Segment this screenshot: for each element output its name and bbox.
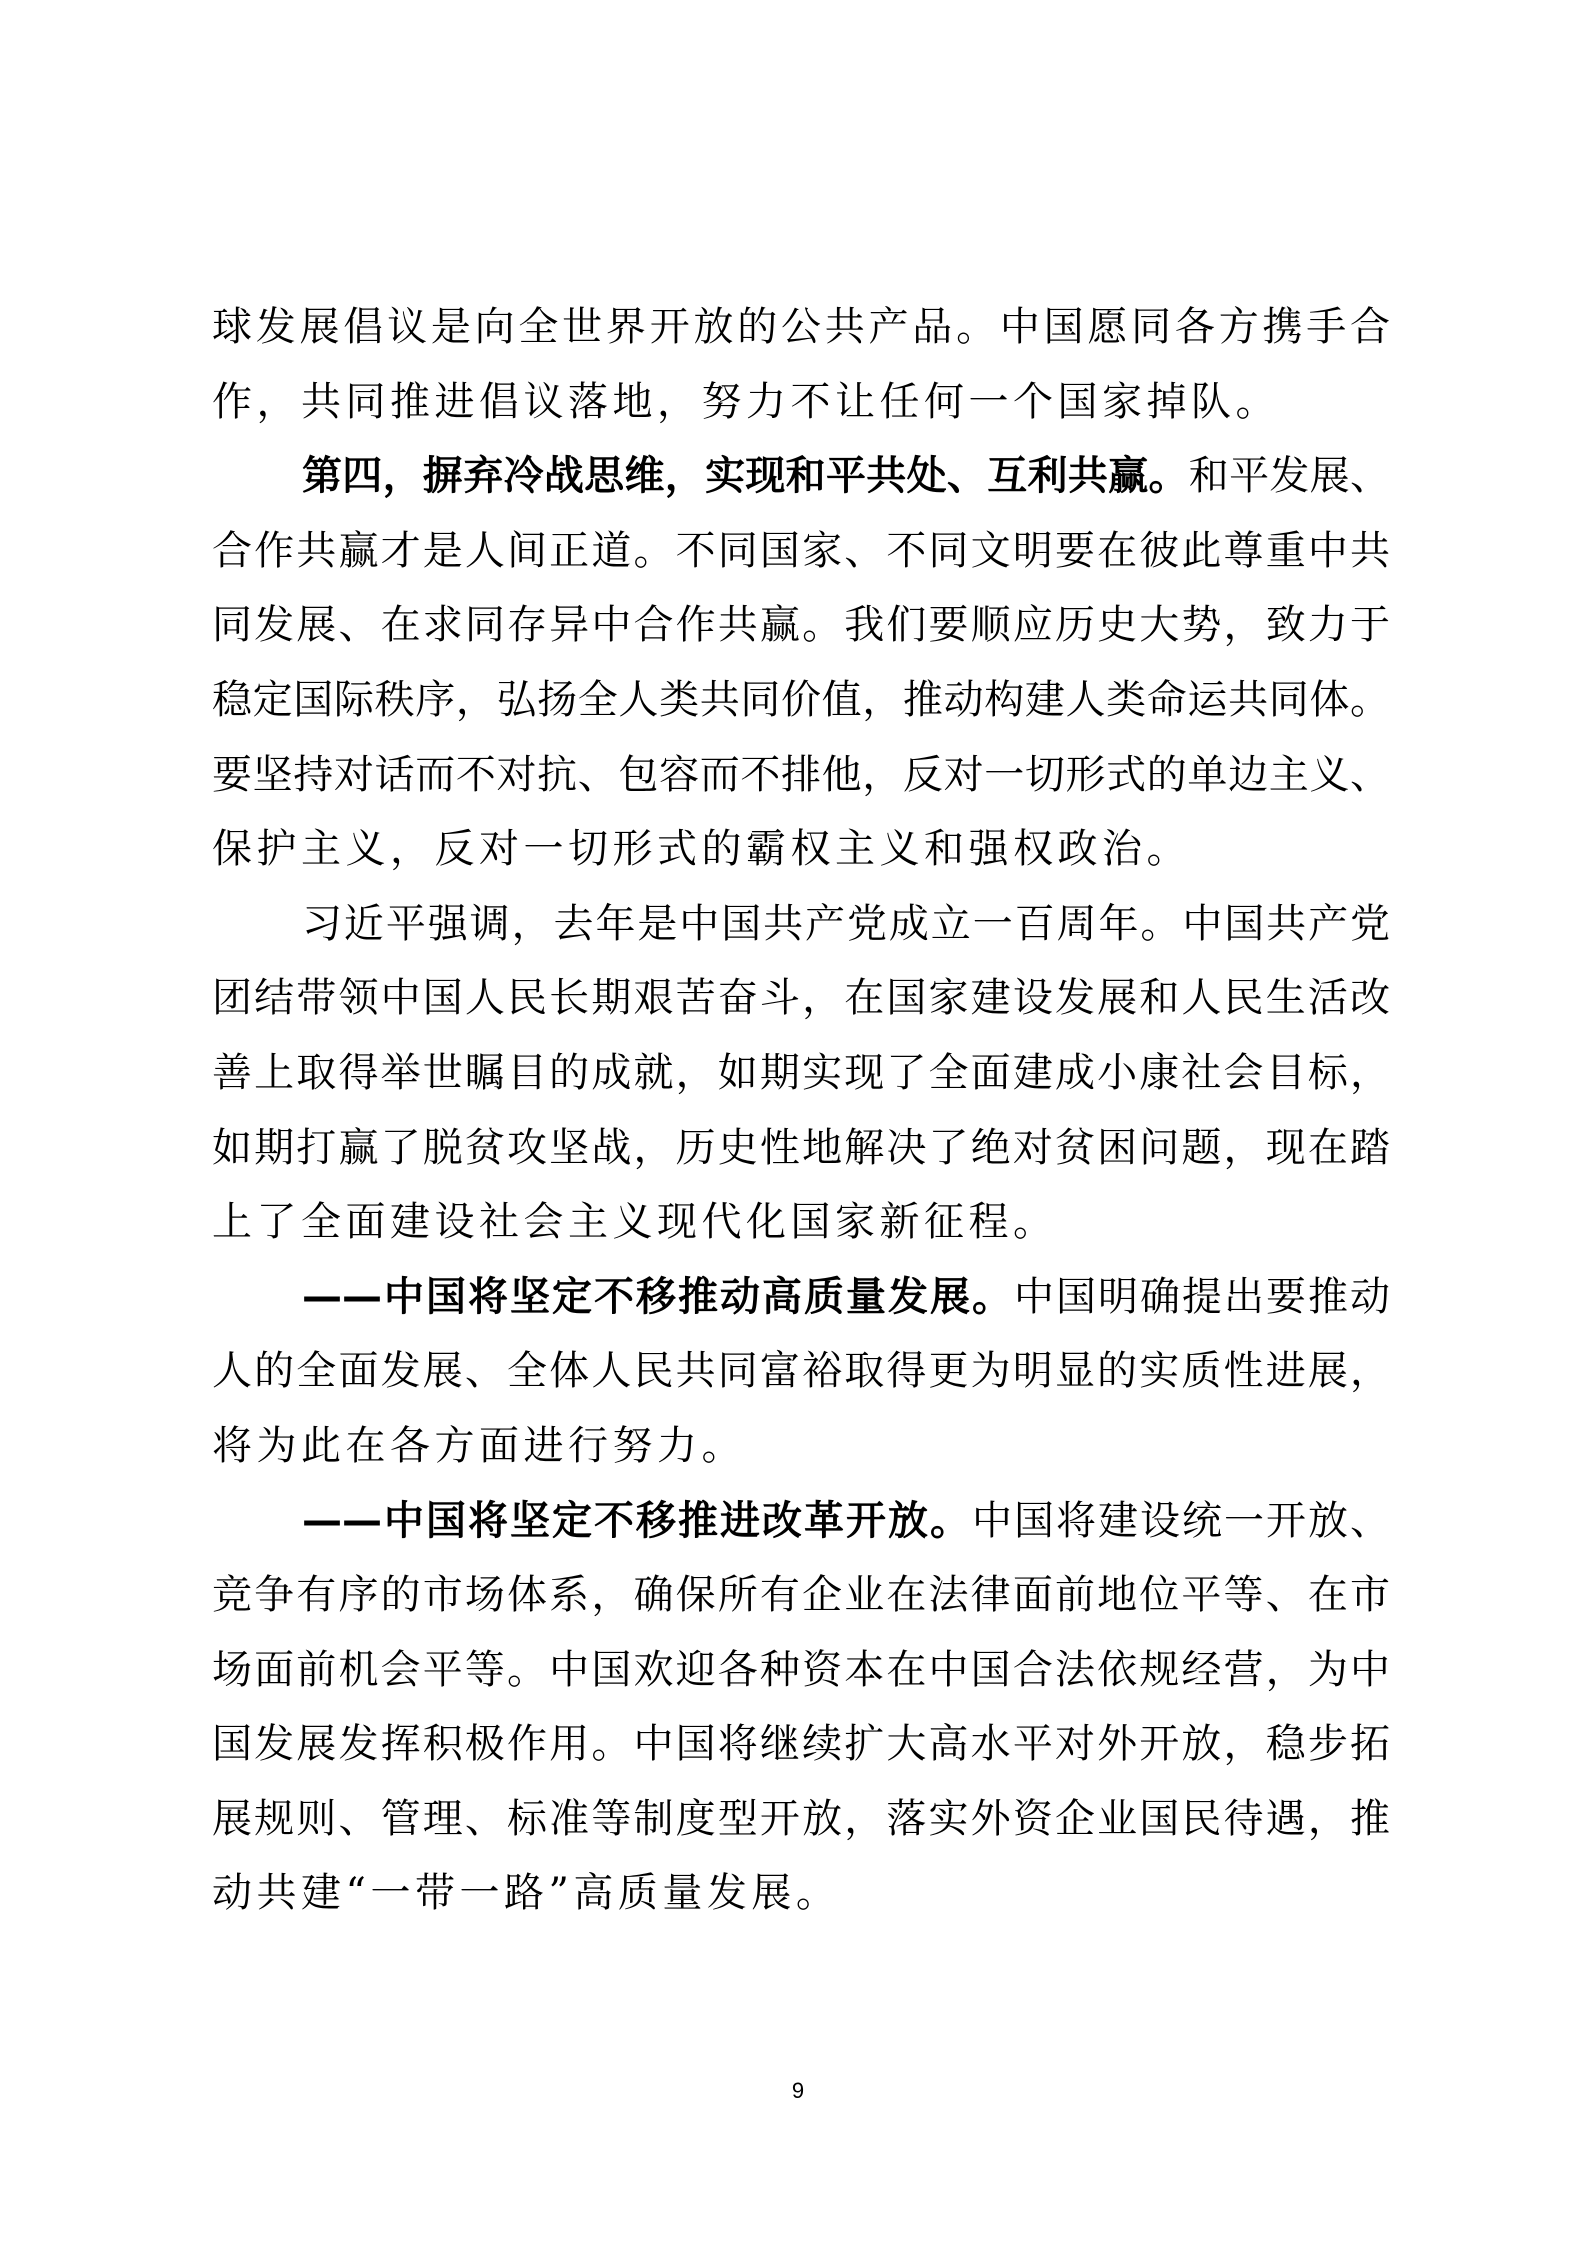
line-text: 要坚持对话而不对抗、包容而不排他，反对一切形式的单边主义、 xyxy=(212,751,1390,798)
text-line xyxy=(212,1334,1390,1409)
line-text: 国发展发挥积极作用。中国将继续扩大高水平对外开放，稳步拓 xyxy=(212,1721,1390,1768)
text-line xyxy=(212,887,1390,962)
line-text: 人的全面发展、全体人民共同富裕取得更为明显的实质性进展， xyxy=(212,1348,1390,1395)
line-text: 和平发展、 xyxy=(1188,453,1390,500)
text-line xyxy=(212,514,1390,589)
text-line xyxy=(212,365,1390,440)
line-text: 习近平强调，去年是中国共产党成立一百周年。中国共产党 xyxy=(302,900,1390,947)
text-line xyxy=(212,961,1390,1036)
text-line xyxy=(212,1260,1390,1335)
text-line xyxy=(212,1633,1390,1708)
line-text: 中国明确提出要推动 xyxy=(1014,1273,1390,1320)
line-text: 竞争有序的市场体系，确保所有企业在法律面前地位平等、在市 xyxy=(212,1572,1390,1619)
line-text: 如期打赢了脱贫攻坚战，历史性地解决了绝对贫困问题，现在踏 xyxy=(212,1124,1390,1171)
text-line xyxy=(212,1409,1390,1484)
bold-heading-text: 第四，摒弃冷战思维，实现和平共处、互利共赢。 xyxy=(302,453,1189,500)
line-text: 上了全面建设社会主义现代化国家新征程。 xyxy=(212,1199,1058,1246)
text-line xyxy=(212,1558,1390,1633)
text-line xyxy=(212,1856,1390,1931)
text-line xyxy=(212,812,1390,887)
text-line xyxy=(212,1707,1390,1782)
line-text: 展规则、管理、标准等制度型开放，落实外资企业国民待遇，推 xyxy=(212,1795,1390,1842)
line-text: 场面前机会平等。中国欢迎各种资本在中国合法依规经营，为中 xyxy=(212,1646,1390,1693)
line-text: 稳定国际秩序，弘扬全人类共同价值，推动构建人类命运共同体。 xyxy=(212,676,1390,723)
text-line xyxy=(212,1185,1390,1260)
line-text: 合作共赢才是人间正道。不同国家、不同文明要在彼此尊重中共 xyxy=(212,527,1390,574)
text-line xyxy=(212,588,1390,663)
text-line xyxy=(212,1036,1390,1111)
text-line xyxy=(212,1484,1390,1559)
bold-heading-text: ——中国将坚定不移推动高质量发展。 xyxy=(302,1273,1014,1320)
text-line xyxy=(212,1782,1390,1857)
line-text: 善上取得举世瞩目的成就，如期实现了全面建成小康社会目标， xyxy=(212,1049,1390,1096)
bold-heading-text: ——中国将坚定不移推进改革开放。 xyxy=(302,1497,972,1544)
text-line xyxy=(212,663,1390,738)
line-text: 团结带领中国人民长期艰苦奋斗，在国家建设发展和人民生活改 xyxy=(212,975,1390,1022)
text-line xyxy=(212,290,1390,365)
line-text: 同发展、在求同存异中合作共赢。我们要顺应历史大势，致力于 xyxy=(212,602,1390,649)
line-text: 作，共同推进倡议落地，努力不让任何一个国家掉队。 xyxy=(212,378,1280,425)
text-line xyxy=(212,738,1390,813)
body-text xyxy=(212,290,1390,1931)
line-text: 保护主义，反对一切形式的霸权主义和强权政治。 xyxy=(212,826,1191,873)
line-text: 球发展倡议是向全世界开放的公共产品。中国愿同各方携手合 xyxy=(212,304,1390,350)
page-number: 9 xyxy=(791,2078,805,2103)
line-text: 动共建“一带一路”高质量发展。 xyxy=(212,1870,841,1917)
text-line xyxy=(212,439,1390,514)
line-text: 中国将建设统一开放、 xyxy=(972,1497,1390,1544)
text-line xyxy=(212,1111,1390,1186)
line-text: 将为此在各方面进行努力。 xyxy=(212,1422,746,1469)
